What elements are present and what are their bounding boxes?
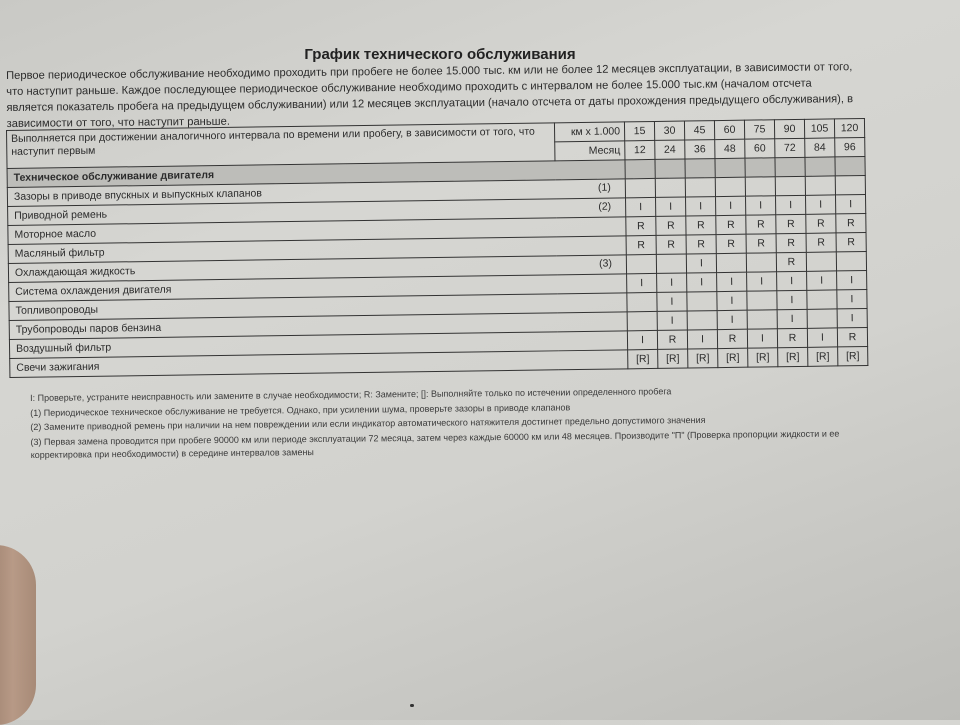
mark-cell: R	[656, 235, 686, 254]
item-name: Топливопроводы	[15, 303, 99, 317]
mark-cell: I	[687, 330, 717, 349]
mark-cell: R	[746, 215, 776, 234]
mark-cell: R	[716, 234, 746, 253]
km-cell: 60	[714, 120, 744, 139]
intro-paragraph: Первое периодическое обслуживание необходимо проходить при пробеге не более 15.000 тыс. км или не более 12 месяцев эксплуатации, в зависимости от того, что наступит раньше. Каждое последующее периодическое обслуживание необходимо проходить с интервалом не более 15.000 тыс.км (началом отсчета является показатель пробега на предыдущем обслуживании) или 12 месяцев эксплуатации (начало отсчета от даты прохождения предыдущего обслуживания), в зависимости от того, что наступит раньше.	[6, 61, 854, 130]
mark-cell	[687, 292, 717, 311]
maintenance-table	[6, 118, 867, 378]
footnotes	[30, 383, 861, 463]
mark-cell: I	[747, 272, 777, 291]
mark-cell: R	[686, 216, 716, 235]
mark-cell: I	[627, 330, 657, 349]
mark-cell	[687, 311, 717, 330]
mark-cell	[685, 178, 715, 197]
km-label: км x 1.000	[554, 122, 624, 142]
mark-cell	[835, 176, 865, 195]
mark-cell: R	[746, 234, 776, 253]
mark-cell: R	[656, 216, 686, 235]
mark-cell: R	[717, 329, 747, 348]
month-cell: 36	[685, 140, 715, 159]
item-name: Трубопроводы паров бензина	[15, 321, 162, 336]
footnote-1: (1) Периодическое техническое обслуживание не требуется. Однако, при усилении шума, проверьте зазоры в приводе клапанов	[30, 401, 571, 418]
month-label: Месяц	[555, 141, 625, 161]
mark-cell: [R]	[658, 349, 688, 368]
mark-cell: [R]	[808, 347, 838, 366]
mark-cell: I	[805, 195, 835, 214]
mark-cell: R	[836, 214, 866, 233]
month-cell: 72	[775, 138, 805, 157]
mark-cell: I	[777, 309, 807, 328]
mark-cell: I	[717, 291, 747, 310]
thumb-photo-artifact	[0, 545, 36, 725]
item-name: Моторное масло	[14, 227, 97, 241]
mark-cell: [R]	[778, 347, 808, 366]
month-cell: 12	[625, 140, 655, 159]
page-title: График технического обслуживания	[304, 46, 576, 63]
mark-cell	[775, 176, 805, 195]
mark-cell: I	[747, 329, 777, 348]
footnote-3: (3) Первая замена проводится при пробеге 90000 км или периоде эксплуатации 72 месяца, затем через каждые 60000 км или 48 месяцев. Производите "П" (Проверка пропорции жидкости и ее корректировка при необходимости) в середине интервалов замены	[30, 428, 840, 460]
mark-cell: I	[835, 195, 865, 214]
mark-cell	[807, 290, 837, 309]
km-cell: 90	[774, 119, 804, 138]
mark-cell: I	[715, 196, 745, 215]
item-name: Охлаждающая жидкость	[14, 265, 136, 279]
mark-cell: I	[626, 197, 656, 216]
month-cell: 24	[655, 140, 685, 159]
paper-speck	[410, 704, 414, 707]
km-cell: 30	[654, 121, 684, 140]
mark-cell	[656, 254, 686, 273]
month-cell: 48	[715, 139, 745, 158]
km-cell: 75	[744, 120, 774, 139]
mark-cell: I	[837, 289, 867, 308]
mark-cell	[716, 253, 746, 272]
footnote-2: (2) Замените приводной ремень при наличии на нем повреждении или если индикатор автоматического натяжителя достигнет предельно допустимого значения	[30, 414, 706, 432]
mark-cell: I	[837, 308, 867, 327]
mark-cell: R	[657, 330, 687, 349]
mark-cell	[836, 252, 866, 271]
mark-cell: I	[687, 273, 717, 292]
mark-cell: I	[657, 292, 687, 311]
mark-cell: I	[777, 290, 807, 309]
mark-cell	[715, 177, 745, 196]
mark-cell	[626, 254, 656, 273]
section-title: Техническое обслуживание двигателя	[7, 160, 625, 188]
mark-cell	[805, 176, 835, 195]
mark-cell: [R]	[748, 348, 778, 367]
mark-cell: I	[775, 195, 805, 214]
mark-cell: I	[807, 328, 837, 347]
item-name: Масляный фильтр	[14, 246, 105, 260]
item-name: Система охлаждения двигателя	[15, 283, 172, 298]
km-cell: 45	[684, 121, 714, 140]
mark-cell	[806, 252, 836, 271]
mark-cell: R	[837, 327, 867, 346]
item-note: (3)	[598, 257, 613, 270]
mark-cell	[627, 292, 657, 311]
month-cell: 96	[835, 138, 865, 157]
header-description: Выполняется при достижении аналогичного интервала по времени или пробегу, в зависимости от того, что наступит первым	[7, 123, 555, 169]
mark-cell: [R]	[628, 349, 658, 368]
item-name: Приводной ремень	[14, 208, 108, 222]
item-note: (1)	[597, 181, 611, 194]
mark-cell: [R]	[688, 349, 718, 368]
mark-cell: R	[777, 328, 807, 347]
mark-cell	[746, 253, 776, 272]
mark-cell: R	[686, 235, 716, 254]
mark-cell: [R]	[718, 348, 748, 367]
mark-cell	[625, 178, 655, 197]
item-name: Зазоры в приводе впускных и выпускных клапанов	[13, 187, 262, 203]
footnote-legend: I: Проверьте, устраните неисправность или замените в случае необходимости; R: Замените; []: Выполняйте только по истечении определенного пробега	[30, 386, 672, 403]
mark-cell: R	[776, 214, 806, 233]
mark-cell: R	[626, 216, 656, 235]
mark-cell: I	[657, 311, 687, 330]
mark-cell	[745, 177, 775, 196]
mark-cell: I	[686, 197, 716, 216]
mark-cell: I	[657, 273, 687, 292]
km-cell: 120	[834, 119, 864, 138]
month-cell: 84	[805, 138, 835, 157]
item-name: Воздушный фильтр	[15, 341, 112, 355]
mark-cell: I	[686, 254, 716, 273]
mark-cell	[655, 178, 685, 197]
mark-cell	[747, 291, 777, 310]
mark-cell: I	[717, 310, 747, 329]
item-name: Свечи зажигания	[16, 360, 100, 374]
mark-cell: I	[807, 271, 837, 290]
mark-cell: R	[806, 233, 836, 252]
mark-cell: R	[776, 252, 806, 271]
km-cell: 15	[624, 121, 654, 140]
mark-cell: R	[836, 233, 866, 252]
mark-cell: I	[837, 270, 867, 289]
mark-cell: I	[656, 197, 686, 216]
mark-cell: [R]	[838, 346, 868, 365]
mark-cell	[807, 309, 837, 328]
mark-cell: R	[626, 235, 656, 254]
mark-cell: I	[627, 273, 657, 292]
km-cell: 105	[804, 119, 834, 138]
mark-cell: R	[716, 215, 746, 234]
mark-cell: I	[745, 196, 775, 215]
month-cell: 60	[745, 139, 775, 158]
mark-cell	[627, 311, 657, 330]
item-note: (2)	[598, 200, 612, 213]
mark-cell	[747, 310, 777, 329]
mark-cell: R	[776, 233, 806, 252]
mark-cell: R	[806, 214, 836, 233]
mark-cell: I	[777, 271, 807, 290]
mark-cell: I	[717, 272, 747, 291]
